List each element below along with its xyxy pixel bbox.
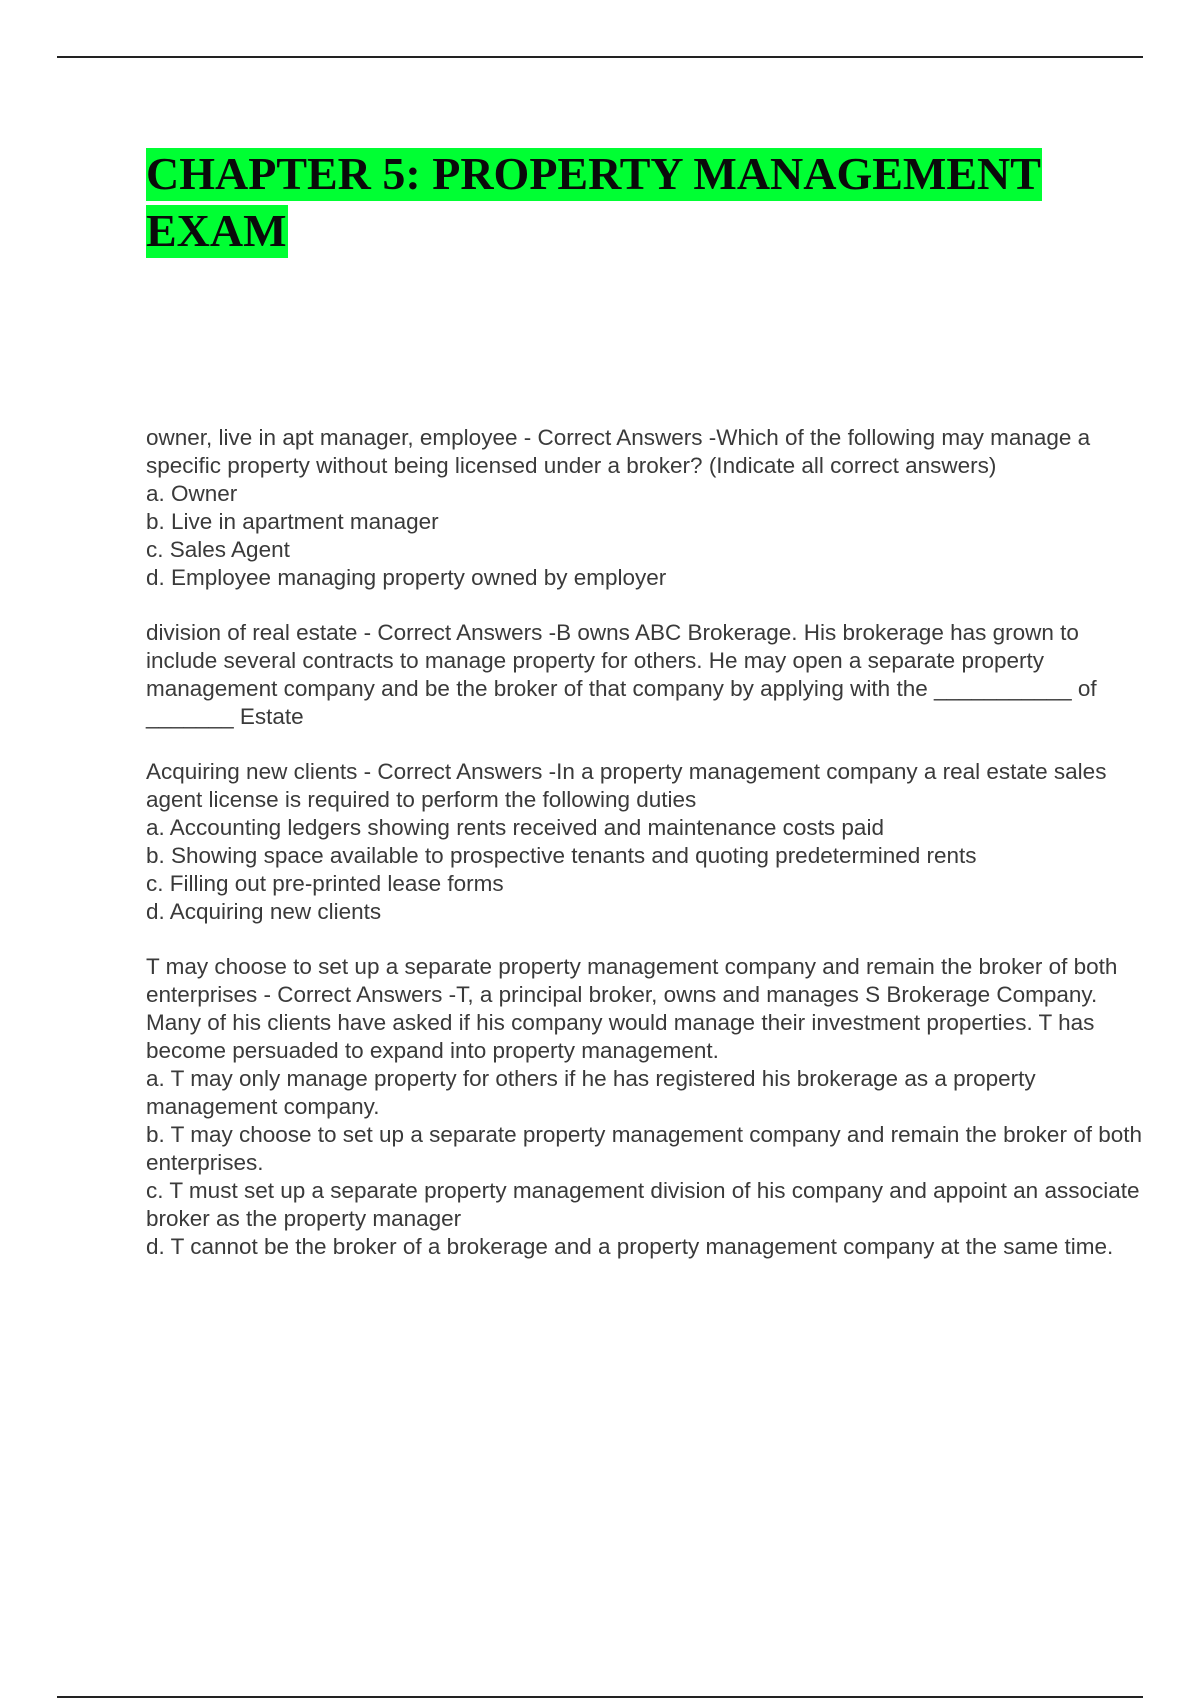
- answer-option: b. T may choose to set up a separate property management company and remain the broker of both enterprises.: [146, 1122, 1142, 1175]
- answer-option: b. Live in apartment manager: [146, 509, 439, 534]
- answer-option: c. Sales Agent: [146, 537, 290, 562]
- answer-option: b. Showing space available to prospective tenants and quoting predetermined rents: [146, 843, 977, 868]
- question-block-3: [146, 758, 1146, 926]
- footer-rule: [57, 1696, 1143, 1698]
- question-stem: T may choose to set up a separate property management company and remain the broker of both enterprises - Correct Answers -T, a principal broker, owns and manages S Brokerage Company. Many of his clients have asked if his company would manage their investment properties. T has become persuaded to expand into property management.: [146, 954, 1118, 1063]
- answer-option: c. Filling out pre-printed lease forms: [146, 871, 504, 896]
- title-highlight: CHAPTER 5: PROPERTY MANAGEMENT EXAM: [146, 148, 1041, 256]
- answer-option: a. T may only manage property for others if he has registered his brokerage as a property management company.: [146, 1066, 1036, 1119]
- question-list: [146, 424, 1146, 1288]
- answer-option: d. Acquiring new clients: [146, 899, 382, 924]
- question-stem: owner, live in apt manager, employee - Correct Answers -Which of the following may manage a specific property without being licensed under a broker? (Indicate all correct answers): [146, 425, 1091, 478]
- answer-option: d. Employee managing property owned by employer: [146, 565, 667, 590]
- document-title: [146, 145, 1126, 259]
- question-block-4: [146, 953, 1146, 1261]
- question-block-2: [146, 619, 1146, 731]
- question-stem: Acquiring new clients - Correct Answers -In a property management company a real estate sales agent license is required to perform the following duties: [146, 759, 1107, 812]
- answer-option: d. T cannot be the broker of a brokerage and a property management company at the same time.: [146, 1234, 1114, 1259]
- answer-option: a. Accounting ledgers showing rents received and maintenance costs paid: [146, 815, 884, 840]
- answer-option: a. Owner: [146, 481, 238, 506]
- question-block-1: [146, 424, 1146, 592]
- answer-option: c. T must set up a separate property management division of his company and appoint an associate broker as the property manager: [146, 1178, 1140, 1231]
- question-stem: division of real estate - Correct Answers -B owns ABC Brokerage. His brokerage has grown to include several contracts to manage property for others. He may open a separate property management company and be the broker of that company by applying with the ___________ of _______ Estate: [146, 620, 1097, 729]
- header-rule: [57, 56, 1143, 58]
